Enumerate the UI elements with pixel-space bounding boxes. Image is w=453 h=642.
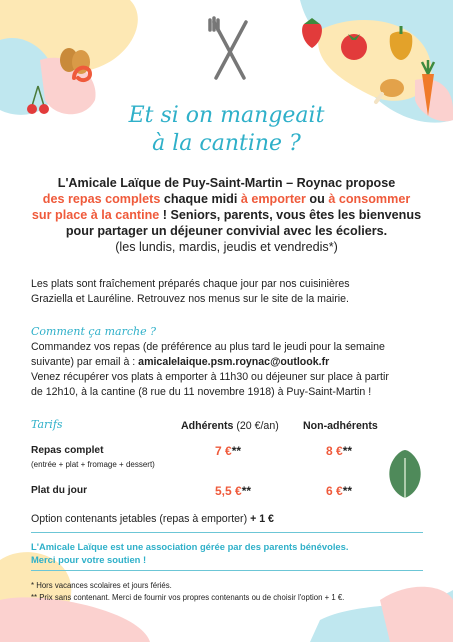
option-label: Option contenants jetables (repas à emporter)	[31, 513, 248, 525]
how-line-4: de 12h10, à la cantine (8 rue du 11 novembre 1918) à Puy-Saint-Martin !	[31, 386, 372, 398]
intro-text: chaque midi	[160, 192, 241, 206]
intro-text: ou	[305, 192, 329, 206]
association-line-1: L'Amicale Laïque est une association gérée par des parents bénévoles.	[31, 541, 349, 552]
intro-highlight-emporter: à emporter	[240, 192, 306, 206]
strawberry-icon	[298, 14, 326, 50]
intro-text: ! Seniors, parents, vous êtes les bienvenus	[159, 208, 422, 222]
price-plat-adherent	[215, 484, 251, 498]
row-label-repas-complet: Repas complet	[31, 445, 104, 456]
membership-fee: (20 €/an)	[236, 420, 279, 432]
intro-highlight-repas: des repas complets	[42, 192, 161, 206]
price-plat-non-adherent	[326, 484, 352, 498]
intro-line-1: L'Amicale Laïque de Puy-Saint-Martin – Roynac propose	[57, 176, 396, 190]
price-stars: **	[342, 484, 353, 498]
intro-highlight-consommer: à consommer	[328, 192, 411, 206]
how-line-1: Commandez vos repas (de préférence au plus tard le jeudi pour la semaine	[31, 341, 385, 353]
price-stars: **	[231, 444, 242, 458]
tomato-icon	[336, 28, 372, 62]
price-value: 8 €	[326, 444, 343, 458]
price-repas-adherent	[215, 444, 241, 458]
column-header-adherents	[181, 420, 279, 432]
row-sub-repas-complet: (entrée + plat + fromage + dessert)	[31, 460, 155, 469]
footnote-1: * Hors vacances scolaires et jours fériés.	[31, 581, 172, 590]
intro-line-4: pour partager un déjeuner convivial avec les écoliers.	[65, 224, 388, 238]
dishes-line-2: Graziella et Lauréline. Retrouvez nos menus sur le site de la mairie.	[31, 293, 349, 305]
how-text: suivante) par email à :	[31, 356, 139, 368]
chicken-leg-icon	[372, 76, 406, 106]
tarifs-heading: Tarifs	[31, 418, 63, 431]
price-value: 6 €	[326, 484, 343, 498]
column-header-non-adherents: Non-adhérents	[303, 420, 378, 432]
price-repas-non-adherent	[326, 444, 352, 458]
how-line-3: Venez récupérer vos plats à emporter à 11h30 ou déjeuner sur place à partir	[31, 371, 389, 383]
pepper-icon	[384, 22, 418, 62]
fork-knife-icon	[206, 16, 254, 84]
footnote-2: ** Prix sans contenant. Merci de fournir vos propres contenants ou de choisir l'option + 1 €.	[31, 593, 345, 602]
how-heading: Comment ça marche ?	[31, 325, 157, 338]
price-value: 5,5 €	[215, 484, 242, 498]
association-line-2: Merci pour votre soutien !	[31, 554, 147, 565]
divider	[31, 570, 423, 571]
intro-highlight-cantine: sur place à la cantine	[31, 208, 160, 222]
column-header-label: Adhérents	[181, 420, 234, 432]
price-stars: **	[342, 444, 353, 458]
intro-line-5: (les lundis, mardis, jeudis et vendredis*)	[115, 240, 338, 254]
contact-email[interactable]: amicalelaique.psm.roynac@outlook.fr	[138, 356, 330, 368]
how-line-2	[31, 355, 426, 370]
divider	[31, 532, 423, 533]
shrimp-icon	[68, 58, 96, 86]
container-option	[31, 512, 426, 527]
price-value: 7 €	[215, 444, 232, 458]
intro-line-3	[24, 207, 429, 224]
headline-line-1: Et si on mangeait	[128, 103, 325, 128]
headline-line-2: à la cantine ?	[152, 131, 301, 156]
dishes-line-1: Les plats sont fraîchement préparés chaque jour par nos cuisinières	[31, 278, 350, 290]
intro-line-2	[24, 191, 429, 208]
lettuce-icon	[384, 448, 426, 500]
row-label-plat-du-jour: Plat du jour	[31, 485, 88, 496]
price-stars: **	[241, 484, 252, 498]
option-price: + 1 €	[250, 513, 274, 525]
